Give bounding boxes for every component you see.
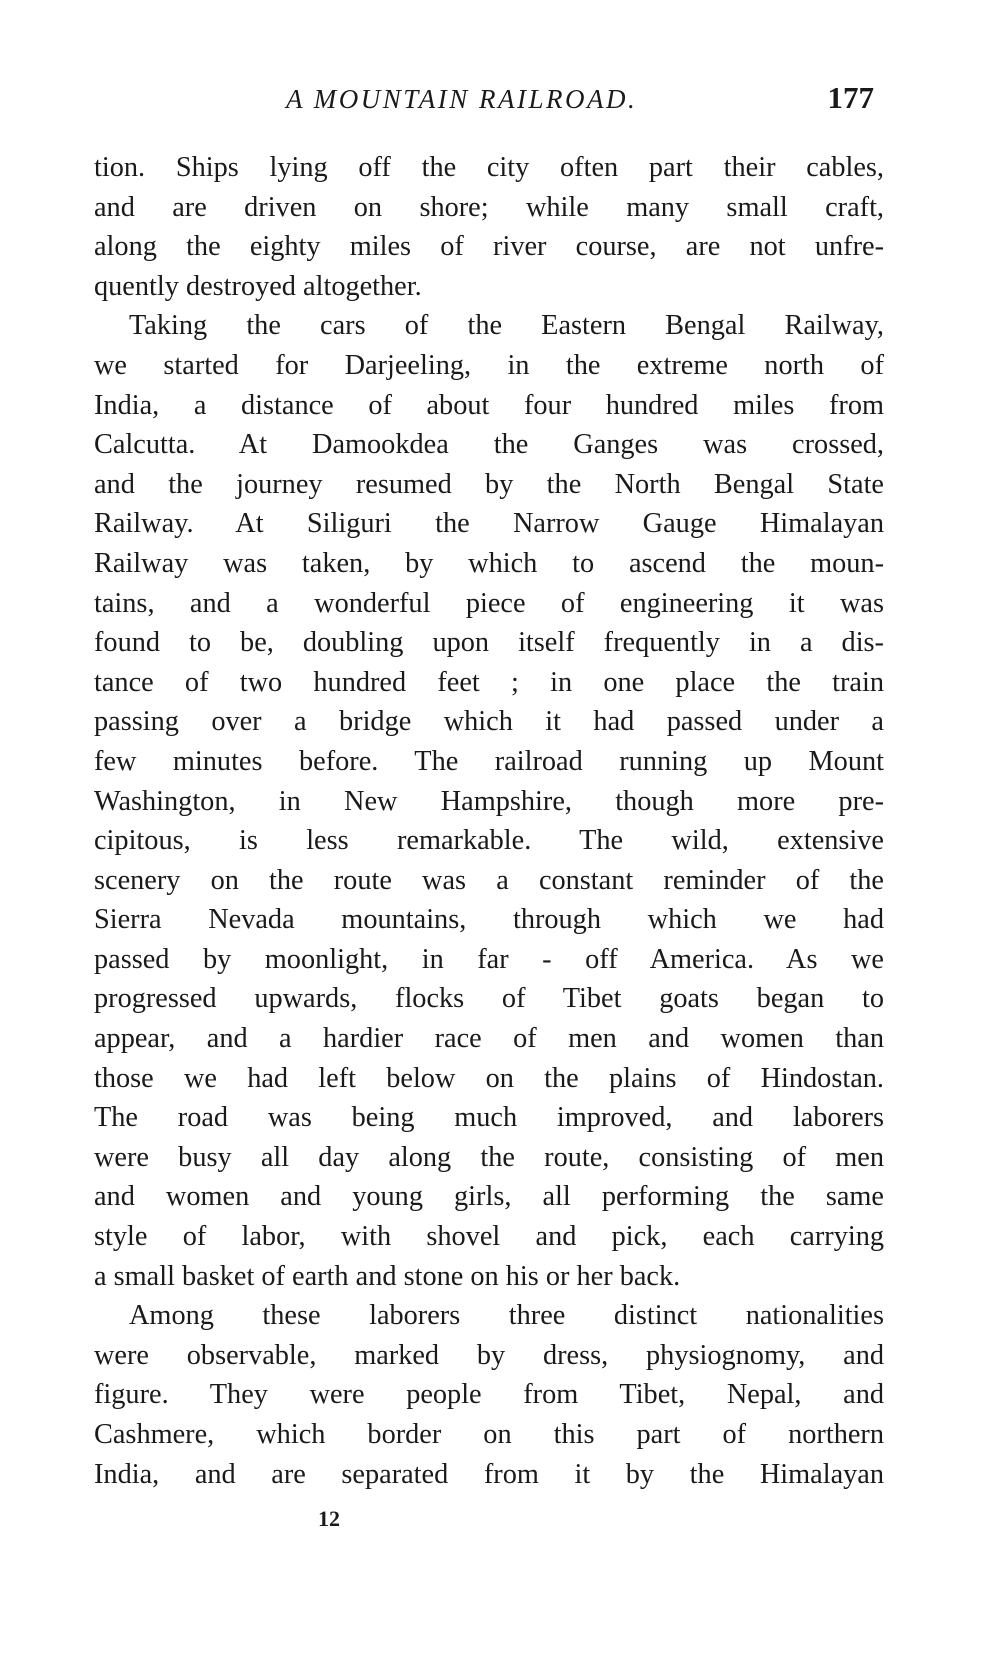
- text-line: few minutes before. The railroad running up Mount: [94, 745, 884, 777]
- text-line: figure. They were people from Tibet, Nepal, and: [94, 1379, 884, 1411]
- text-line: India, a distance of about four hundred miles from: [94, 389, 884, 421]
- text-line: those we had left below on the plains of Hindostan.: [94, 1062, 884, 1094]
- text-line: The road was being much improved, and laborers: [94, 1102, 884, 1134]
- text-line: cipitous, is less remarkable. The wild, extensive: [94, 825, 884, 857]
- text-line: Sierra Nevada mountains, through which we had: [94, 904, 884, 936]
- signature-mark: 12: [318, 1506, 340, 1531]
- text-line: and women and young girls, all performing the same: [94, 1181, 884, 1213]
- running-title: A MOUNTAIN RAILROAD.: [286, 84, 638, 114]
- text-line: style of labor, with shovel and pick, each carrying: [94, 1221, 884, 1253]
- text-line: were busy all day along the route, consisting of men: [94, 1141, 884, 1173]
- text-line: we started for Darjeeling, in the extreme north of: [94, 349, 884, 381]
- text-line: and are driven on shore; while many small craft,: [94, 191, 884, 223]
- text-line: were observable, marked by dress, physiognomy, and: [94, 1339, 884, 1371]
- text-line: Taking the cars of the Eastern Bengal Railway,: [129, 310, 884, 342]
- running-head: [90, 80, 882, 124]
- text-line: progressed upwards, flocks of Tibet goats began to: [94, 983, 884, 1015]
- text-line: Among these laborers three distinct nationalities: [129, 1300, 884, 1332]
- body-text: [94, 148, 884, 1494]
- page-number: 177: [827, 80, 874, 115]
- text-line: tance of two hundred feet ; in one place the train: [94, 666, 884, 698]
- text-line: quently destroyed altogether.: [94, 270, 422, 302]
- text-line: tains, and a wonderful piece of engineering it was: [94, 587, 884, 619]
- text-line: Cashmere, which border on this part of northern: [94, 1419, 884, 1450]
- text-line: Calcutta. At Damookdea the Ganges was crossed,: [94, 429, 884, 461]
- text-line: a small basket of earth and stone on his or her back.: [94, 1260, 681, 1292]
- text-line: India, and are separated from it by the Himalayan: [94, 1458, 884, 1490]
- text-line: passing over a bridge which it had passed under a: [94, 706, 884, 738]
- text-line: scenery on the route was a constant reminder of the: [94, 864, 884, 896]
- text-line: Washington, in New Hampshire, though more pre-: [94, 785, 884, 817]
- text-line: along the eighty miles of river course, are not unfre-: [94, 231, 884, 263]
- text-line: Railway was taken, by which to ascend the moun-: [94, 547, 884, 579]
- text-line: found to be, doubling upon itself frequently in a dis-: [94, 627, 884, 659]
- text-line: passed by moonlight, in far - off America. As we: [94, 943, 884, 975]
- text-line: and the journey resumed by the North Bengal State: [94, 468, 884, 500]
- text-line: appear, and a hardier race of men and women than: [94, 1023, 884, 1055]
- text-line: tion. Ships lying off the city often part their cables,: [94, 152, 884, 183]
- text-line: Railway. At Siliguri the Narrow Gauge Himalayan: [94, 508, 884, 540]
